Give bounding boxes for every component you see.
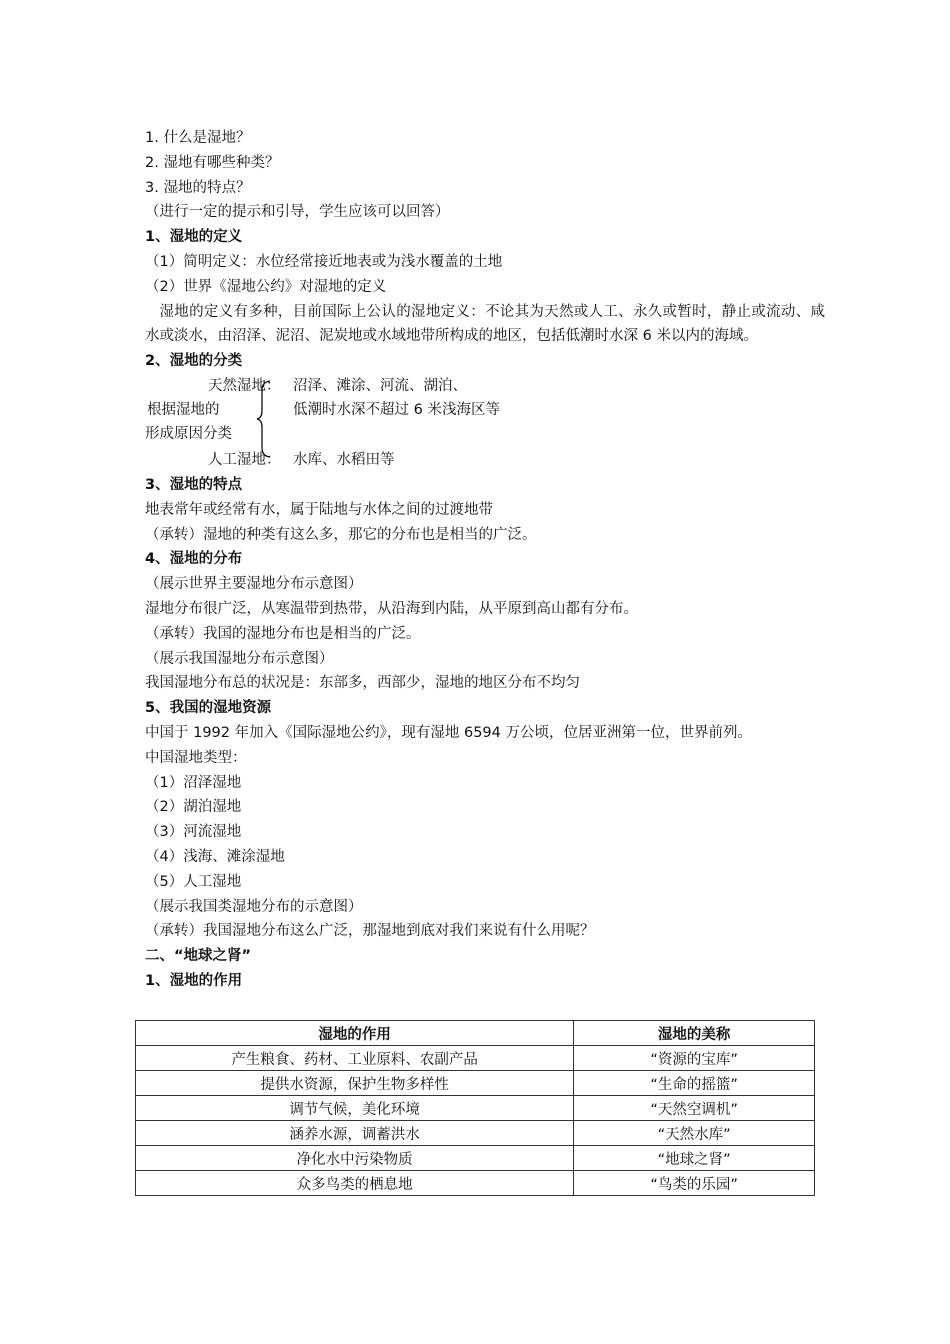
- resources-line: （1）沼泽湿地: [145, 774, 242, 791]
- artificial-wetland-label: 人工湿地：: [208, 451, 281, 468]
- section-distribution-title: 4、湿地的分布: [145, 551, 243, 568]
- resources-line: （3）河流湿地: [145, 824, 242, 841]
- table-row: [136, 1171, 815, 1196]
- nickname-cell: “天然空调机”: [574, 1096, 815, 1121]
- question-3: 3. 湿地的特点？: [145, 179, 251, 196]
- section-definition-title: 1、湿地的定义: [145, 229, 243, 246]
- role-cell: 产生粮食、药材、工业原料、农副产品: [136, 1046, 574, 1071]
- artificial-wetland-types: 水库、水稻田等: [293, 451, 395, 468]
- natural-wetland-label: 天然湿地：: [208, 377, 281, 394]
- header-role: 湿地的作用: [136, 1021, 574, 1046]
- features-transition: （承转）湿地的种类有这么多，那它的分布也是相当的广泛。: [145, 526, 537, 543]
- nickname-cell: “生命的摇篮”: [574, 1071, 815, 1096]
- classification-basis-2: 形成原因分类: [145, 425, 232, 442]
- role-cell: 众多鸟类的栖息地: [136, 1171, 574, 1196]
- section-features-title: 3、湿地的特点: [145, 476, 243, 493]
- natural-wetland-types-2: 低潮时水深不超过 6 米浅海区等: [293, 401, 500, 418]
- header-nickname: 湿地的美称: [574, 1021, 815, 1046]
- table-row: [136, 1046, 815, 1071]
- table-row: [136, 1121, 815, 1146]
- definition-convention: （2）世界《湿地公约》对湿地的定义: [145, 278, 387, 295]
- nickname-cell: “鸟类的乐园”: [574, 1171, 815, 1196]
- resources-line: （承转）我国湿地分布这么广泛，那湿地到底对我们来说有什么用呢？: [145, 923, 595, 940]
- wetland-roles-table: [135, 1020, 815, 1196]
- nickname-cell: “资源的宝库”: [574, 1046, 815, 1071]
- classification-diagram: [145, 374, 825, 473]
- part-two-title: 二、“地球之肾”: [145, 948, 252, 965]
- resources-line: （展示我国类湿地分布的示意图）: [145, 898, 363, 915]
- distribution-line: 我国湿地分布总的状况是：东部多，西部少，湿地的地区分布不均匀: [145, 675, 580, 692]
- question-1: 1. 什么是湿地？: [145, 130, 251, 146]
- document-body: [145, 126, 825, 994]
- definition-paragraph: 湿地的定义有多种，目前国际上公认的湿地定义：不论其为天然或人工、永久或暂时，静止或流动、咸水或淡水，由沼泽、泥沼、泥炭地或水域地带所构成的地区，包括低潮时水深 6 米以内的海域。: [145, 303, 825, 345]
- features-text: 地表常年或经常有水，属于陆地与水体之间的过渡地带: [145, 501, 493, 518]
- nickname-cell: “天然水库”: [574, 1121, 815, 1146]
- role-cell: 涵养水源，调蓄洪水: [136, 1121, 574, 1146]
- hint-text: （进行一定的提示和引导，学生应该可以回答）: [145, 204, 450, 221]
- distribution-line: （承转）我国的湿地分布也是相当的广泛。: [145, 625, 421, 642]
- role-cell: 净化水中污染物质: [136, 1146, 574, 1171]
- resources-line: （5）人工湿地: [145, 873, 242, 890]
- natural-wetland-types-1: 沼泽、滩涂、河流、湖泊、: [293, 377, 467, 394]
- wetland-roles-title: 1、湿地的作用: [145, 972, 243, 989]
- definition-simple: （1）简明定义：水位经常接近地表或为浅水覆盖的土地: [145, 253, 503, 270]
- resources-line: （2）湖泊湿地: [145, 799, 242, 816]
- distribution-line: 湿地分布很广泛，从寒温带到热带，从沿海到内陆，从平原到高山都有分布。: [145, 600, 638, 617]
- resources-line: 中国湿地类型：: [145, 749, 247, 766]
- table-row: [136, 1146, 815, 1171]
- curly-brace-icon: [256, 380, 272, 458]
- table-row: [136, 1096, 815, 1121]
- distribution-line: （展示我国湿地分布示意图）: [145, 650, 334, 667]
- role-cell: 调节气候，美化环境: [136, 1096, 574, 1121]
- role-cell: 提供水资源，保护生物多样性: [136, 1071, 574, 1096]
- table-row: [136, 1071, 815, 1096]
- table-header-row: [136, 1021, 815, 1046]
- resources-line: （4）浅海、滩涂湿地: [145, 848, 285, 865]
- resources-line: 中国于 1992 年加入《国际湿地公约》，现有湿地 6594 万公顷，位居亚洲第一位，世界前列。: [145, 724, 752, 741]
- section-resources-title: 5、我国的湿地资源: [145, 700, 272, 717]
- nickname-cell: “地球之肾”: [574, 1146, 815, 1171]
- distribution-line: （展示世界主要湿地分布示意图）: [145, 576, 363, 593]
- classification-basis-1: 根据湿地的: [147, 401, 220, 418]
- section-classification-title: 2、湿地的分类: [145, 353, 243, 370]
- question-2: 2. 湿地有哪些种类？: [145, 154, 280, 171]
